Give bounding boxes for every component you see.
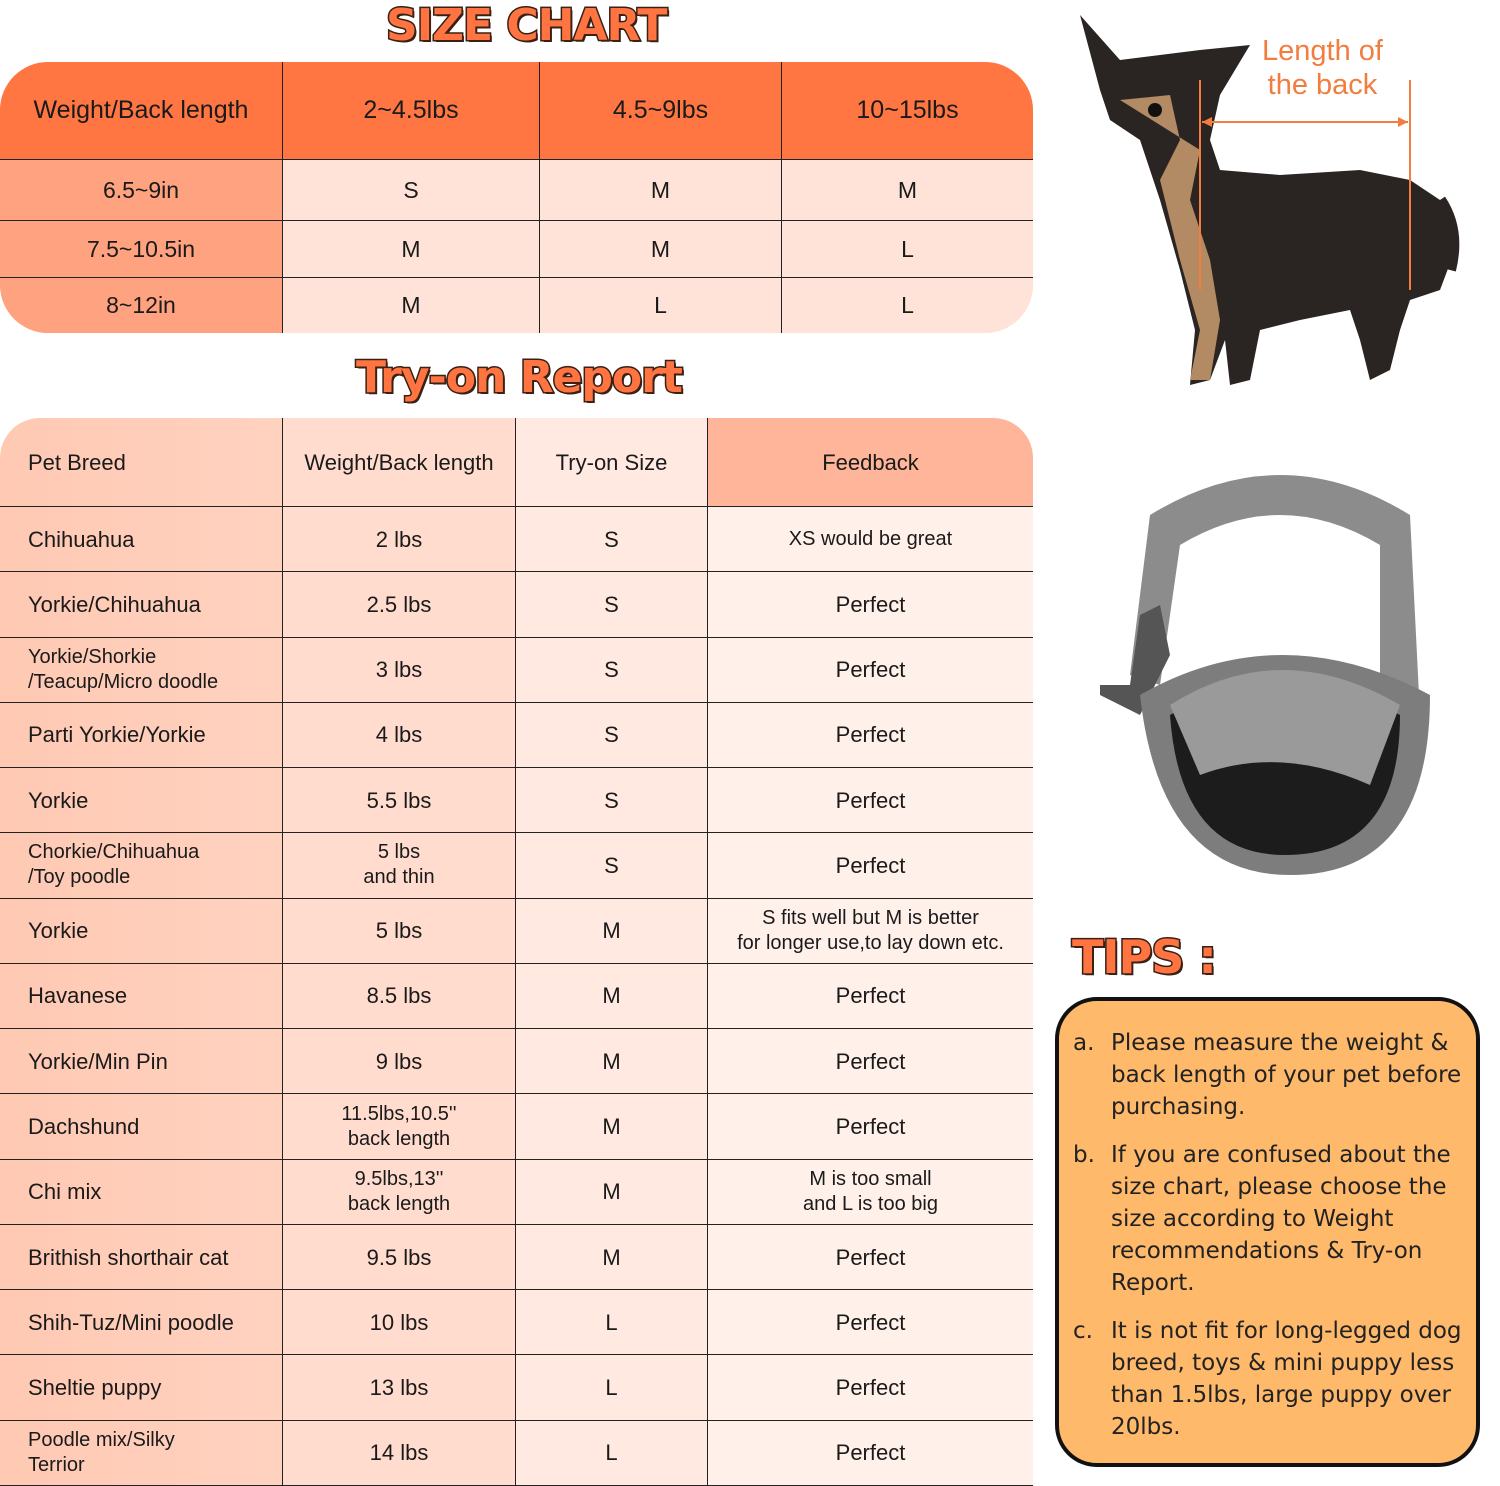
try-on-header-cell: Pet Breed bbox=[0, 418, 283, 507]
try-on-size-cell: M bbox=[516, 1160, 708, 1225]
size-cell: S bbox=[283, 160, 540, 221]
weight-cell: 9 lbs bbox=[283, 1029, 516, 1094]
try-on-size-cell: M bbox=[516, 964, 708, 1029]
tips-title: TIPS : bbox=[1072, 930, 1216, 984]
weight-cell: 5 lbs bbox=[283, 899, 516, 964]
try-on-report-table bbox=[0, 418, 1033, 1486]
weight-cell: 10 lbs bbox=[283, 1290, 516, 1355]
back-length-cell: 8~12in bbox=[0, 278, 283, 333]
size-header-cell: 10~15lbs bbox=[782, 62, 1033, 160]
weight-cell: 5 lbs and thin bbox=[283, 833, 516, 898]
feedback-cell: Perfect bbox=[708, 572, 1033, 637]
try-on-size-cell: M bbox=[516, 1029, 708, 1094]
size-header-cell: 2~4.5lbs bbox=[283, 62, 540, 160]
carrier-bag-image bbox=[1080, 455, 1440, 885]
breed-cell: Shih-Tuz/Mini poodle bbox=[0, 1290, 283, 1355]
breed-cell: Brithish shorthair cat bbox=[0, 1225, 283, 1290]
feedback-cell: Perfect bbox=[708, 1290, 1033, 1355]
try-on-size-cell: S bbox=[516, 703, 708, 768]
feedback-cell: Perfect bbox=[708, 964, 1033, 1029]
breed-cell: Sheltie puppy bbox=[0, 1355, 283, 1420]
try-on-size-cell: S bbox=[516, 833, 708, 898]
size-chart-title: SIZE CHART bbox=[386, 0, 667, 51]
feedback-cell: S fits well but M is better for longer use,to lay down etc. bbox=[708, 899, 1033, 964]
size-header-cell: Weight/Back length bbox=[0, 62, 283, 160]
back-length-cell: 6.5~9in bbox=[0, 160, 283, 221]
back-length-label: Length of the back bbox=[1262, 35, 1383, 101]
breed-cell: Chorkie/Chihuahua /Toy poodle bbox=[0, 833, 283, 898]
breed-cell: Havanese bbox=[0, 964, 283, 1029]
weight-cell: 8.5 lbs bbox=[283, 964, 516, 1029]
weight-cell: 9.5lbs,13'' back length bbox=[283, 1160, 516, 1225]
feedback-cell: Perfect bbox=[708, 638, 1033, 703]
weight-cell: 2.5 lbs bbox=[283, 572, 516, 637]
back-length-cell: 7.5~10.5in bbox=[0, 221, 283, 278]
size-cell: L bbox=[782, 221, 1033, 278]
size-cell: L bbox=[540, 278, 782, 333]
try-on-size-cell: L bbox=[516, 1290, 708, 1355]
weight-cell: 2 lbs bbox=[283, 507, 516, 572]
feedback-cell: Perfect bbox=[708, 1225, 1033, 1290]
try-on-size-cell: L bbox=[516, 1355, 708, 1420]
feedback-cell: Perfect bbox=[708, 703, 1033, 768]
breed-cell: Yorkie bbox=[0, 768, 283, 833]
tips-box bbox=[1055, 997, 1480, 1467]
try-on-size-cell: S bbox=[516, 507, 708, 572]
tip-letter: b. bbox=[1073, 1142, 1095, 1168]
size-cell: M bbox=[540, 160, 782, 221]
feedback-cell: Perfect bbox=[708, 1094, 1033, 1159]
breed-cell: Yorkie/Shorkie /Teacup/Micro doodle bbox=[0, 638, 283, 703]
tip-item bbox=[1073, 1139, 1462, 1299]
breed-cell: Yorkie/Chihuahua bbox=[0, 572, 283, 637]
try-on-size-cell: M bbox=[516, 1094, 708, 1159]
size-chart-table bbox=[0, 62, 1033, 333]
try-on-header-cell: Try-on Size bbox=[516, 418, 708, 507]
try-on-size-cell: S bbox=[516, 638, 708, 703]
weight-cell: 3 lbs bbox=[283, 638, 516, 703]
try-on-size-cell: S bbox=[516, 572, 708, 637]
tip-text: It is not fit for long-legged dog breed, toys & mini puppy less than 1.5lbs, large puppy over 20lbs. bbox=[1111, 1318, 1462, 1440]
tip-letter: a. bbox=[1073, 1030, 1095, 1056]
size-cell: M bbox=[540, 221, 782, 278]
try-on-header-cell: Weight/Back length bbox=[283, 418, 516, 507]
try-on-size-cell: S bbox=[516, 768, 708, 833]
weight-cell: 4 lbs bbox=[283, 703, 516, 768]
breed-cell: Yorkie bbox=[0, 899, 283, 964]
weight-cell: 14 lbs bbox=[283, 1421, 516, 1486]
breed-cell: Yorkie/Min Pin bbox=[0, 1029, 283, 1094]
tip-letter: c. bbox=[1073, 1318, 1093, 1344]
tip-item bbox=[1073, 1315, 1462, 1443]
feedback-cell: Perfect bbox=[708, 1421, 1033, 1486]
breed-cell: Chihuahua bbox=[0, 507, 283, 572]
weight-cell: 9.5 lbs bbox=[283, 1225, 516, 1290]
size-cell: L bbox=[782, 278, 1033, 333]
tip-text: Please measure the weight & back length of your pet before purchasing. bbox=[1111, 1030, 1462, 1120]
feedback-cell: M is too small and L is too big bbox=[708, 1160, 1033, 1225]
try-on-size-cell: M bbox=[516, 1225, 708, 1290]
breed-cell: Dachshund bbox=[0, 1094, 283, 1159]
breed-cell: Chi mix bbox=[0, 1160, 283, 1225]
weight-cell: 13 lbs bbox=[283, 1355, 516, 1420]
breed-cell: Poodle mix/Silky Terrior bbox=[0, 1421, 283, 1486]
feedback-cell: Perfect bbox=[708, 1029, 1033, 1094]
tip-item bbox=[1073, 1027, 1462, 1123]
feedback-cell: Perfect bbox=[708, 1355, 1033, 1420]
feedback-cell: Perfect bbox=[708, 768, 1033, 833]
weight-cell: 11.5lbs,10.5'' back length bbox=[283, 1094, 516, 1159]
size-cell: M bbox=[283, 221, 540, 278]
size-cell: M bbox=[782, 160, 1033, 221]
weight-cell: 5.5 lbs bbox=[283, 768, 516, 833]
try-on-size-cell: M bbox=[516, 899, 708, 964]
tip-text: If you are confused about the size chart, please choose the size according to Weight recommendations & Try-on Report. bbox=[1111, 1142, 1451, 1296]
try-on-header-cell: Feedback bbox=[708, 418, 1033, 507]
try-on-report-title: Try-on Report bbox=[356, 352, 682, 403]
try-on-size-cell: L bbox=[516, 1421, 708, 1486]
breed-cell: Parti Yorkie/Yorkie bbox=[0, 703, 283, 768]
size-header-cell: 4.5~9lbs bbox=[540, 62, 782, 160]
feedback-cell: Perfect bbox=[708, 833, 1033, 898]
feedback-cell: XS would be great bbox=[708, 507, 1033, 572]
size-cell: M bbox=[283, 278, 540, 333]
